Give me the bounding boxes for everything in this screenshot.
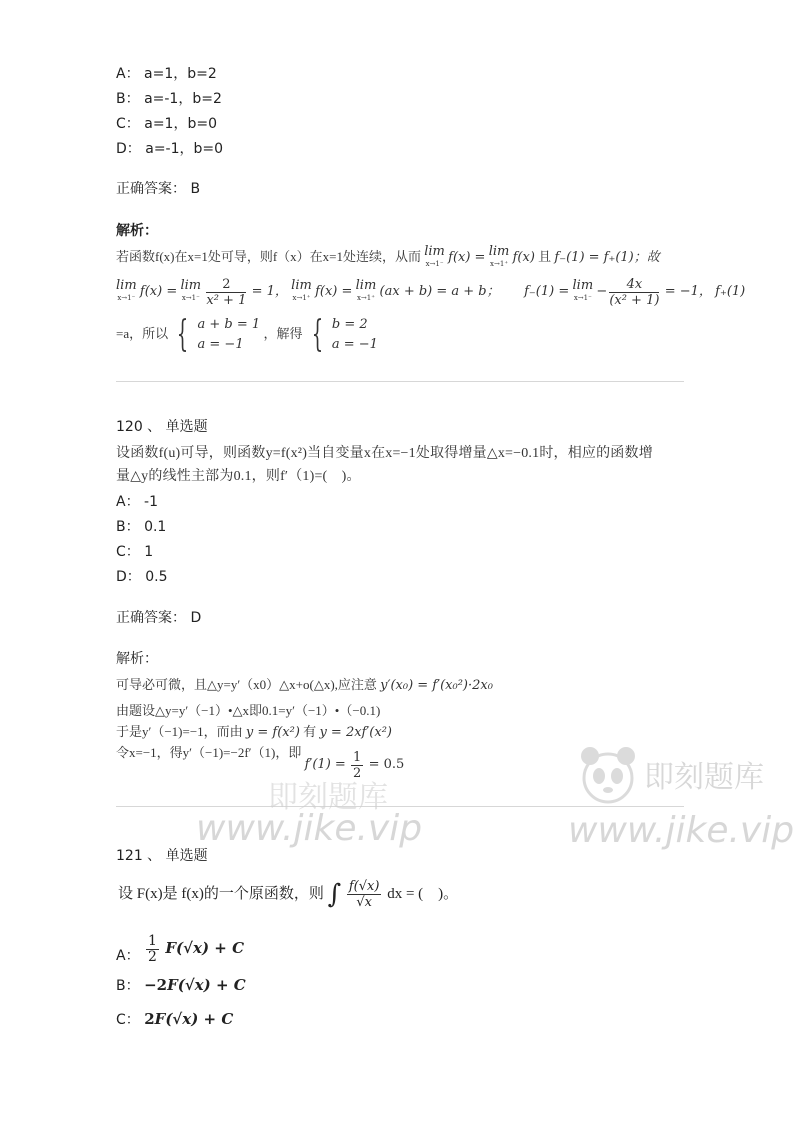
answer-label: 正确答案：: [116, 181, 186, 197]
option-label: C：: [116, 544, 140, 560]
limit: lim x→1⁺: [291, 278, 312, 303]
option-text: 1: [144, 544, 154, 560]
limit: lim x→1⁻: [180, 278, 202, 303]
math-expression: f₋(1) =: [524, 284, 570, 299]
math-expression: f₋(1) = f₊(1)；故: [554, 250, 660, 265]
analysis-text: 令x=−1，得y′（−1)=−2f′（1)，即: [116, 745, 302, 760]
math-expression: = 0.5: [368, 757, 405, 772]
limit: lim x→1⁺: [355, 278, 377, 303]
q120-analysis-line-1: [116, 674, 493, 693]
math-expression: y′(x₀) = f′(x₀²)·2x₀: [380, 678, 493, 693]
watermark-brand: 即刻题库: [644, 760, 764, 795]
q119-option-d[interactable]: [116, 138, 223, 158]
math-expression: f(x) =: [139, 284, 178, 299]
option-label: C：: [116, 1012, 140, 1028]
math-expression: = 1，: [251, 284, 288, 299]
left-brace-icon: {: [177, 314, 189, 356]
fraction: $\frac{1}{2}$: [353, 749, 362, 781]
q120-question-line-1: 设函数f(u)可导，则函数y=f(x²)当自变量x在x=−1处取得增量△x=−0.1时，相应的函数增: [116, 446, 653, 461]
option-text: F(√x) + C: [167, 976, 246, 994]
answer-label: 正确答案：: [116, 610, 186, 626]
analysis-text: 若函数f(x)在x=1处可导，则f（x）在x=1处连续，从而: [116, 249, 421, 264]
analysis-text: 有: [303, 724, 317, 739]
math-expression: y = 2xf′(x²): [319, 725, 392, 740]
math-expression: = −1，: [664, 284, 712, 299]
option-label: B：: [116, 91, 140, 107]
q119-analysis-heading: 解析：: [116, 223, 158, 239]
q119-analysis-line-1: [116, 244, 660, 270]
q120-analysis-line-3: [116, 721, 392, 740]
q119-correct-answer: [116, 178, 200, 198]
math-expression: y = f(x²): [245, 725, 300, 740]
q120-option-b[interactable]: [116, 516, 166, 536]
option-text: F(√x) + C: [165, 939, 245, 957]
math-expression: f′(1) =: [304, 757, 346, 772]
option-text: 0.5: [145, 569, 168, 585]
integral-sign: ∫: [327, 879, 342, 910]
question-text: 设 F(x)是 f(x)的一个原函数，则: [118, 886, 324, 902]
q121-option-b[interactable]: [116, 973, 246, 997]
option-label: C：: [116, 116, 140, 132]
q119-analysis-line-2: lim x→1⁻ f(x) = lim x→1⁻ $\frac{2}{\text{x² + 1}}$ = 1， lim x→1⁺ f(x) = lim x→1⁺ (ax + b) = a + b； f₋(1) = lim x→1⁻ − $\frac{4x}{\text{(x² + 1)}}$ = −1， f₊(1): [116, 276, 746, 308]
question-text: dx = ( )。: [387, 886, 459, 902]
fraction: $\frac{f(√x)}{√x}$: [348, 879, 380, 911]
left-brace-icon: {: [311, 314, 323, 356]
fraction: $\frac{2}{\text{x² + 1}}$: [206, 276, 247, 308]
answer-value: D: [190, 610, 202, 626]
option-prefix: −2: [144, 976, 168, 994]
q121-option-c[interactable]: [116, 1007, 233, 1031]
section-divider: [116, 381, 684, 382]
q121-question: [118, 870, 458, 918]
math-expression: (ax + b) = a + b；: [379, 284, 500, 299]
equation-system: a + b = 1 a = −1: [197, 317, 261, 353]
option-text: a=1，b=0: [144, 116, 217, 132]
analysis-text: =a，所以: [116, 326, 169, 341]
answer-value: B: [190, 181, 201, 197]
equation-system: b = 2 a = −1: [331, 317, 378, 353]
q119-analysis-line-3: [116, 312, 378, 356]
analysis-text: ，解得: [263, 326, 303, 341]
option-label: B：: [116, 519, 140, 535]
option-text: 0.1: [144, 519, 167, 535]
q121-option-a[interactable]: [116, 928, 244, 968]
option-text: a=-1，b=0: [145, 141, 224, 157]
q121-number: 121 、 单选题: [116, 848, 208, 864]
math-expression: f(x) =: [448, 250, 486, 265]
option-label: A：: [116, 66, 140, 82]
fraction: $\frac{1}{2}$: [148, 932, 157, 965]
q120-analysis-heading: 解析：: [116, 651, 158, 667]
q120-option-c[interactable]: [116, 541, 153, 561]
option-label: A：: [116, 494, 140, 510]
option-label: A：: [116, 948, 140, 964]
q120-option-d[interactable]: [116, 566, 168, 586]
limit: lim x→1⁻: [116, 278, 137, 303]
option-text: -1: [144, 494, 158, 510]
q120-question-line-2: 量△y的线性主部为0.1，则f′（1)=( )。: [116, 469, 361, 484]
fraction: $\frac{4x}{\text{(x² + 1)}}$: [609, 276, 660, 308]
option-text: a=-1，b=2: [144, 91, 222, 107]
q119-option-c[interactable]: [116, 113, 217, 133]
q120-option-a[interactable]: [116, 491, 158, 511]
q119-option-a[interactable]: [116, 63, 217, 83]
option-text: F(√x) + C: [154, 1010, 234, 1028]
analysis-text: 可导必可微，且△y=y′（x0）△x+o(△x),应注意: [116, 677, 377, 692]
watermark-brand: 即刻题库: [268, 780, 388, 815]
limit: lim x→1⁺: [488, 244, 510, 269]
q120-correct-answer: [116, 607, 201, 627]
analysis-text: 于是y′（−1)=−1，而由: [116, 724, 243, 739]
watermark-panda-icon: [578, 740, 638, 814]
math-expression: f(x) =: [315, 284, 353, 299]
math-expression: f(x): [512, 250, 535, 265]
limit: lim x→1⁻: [424, 244, 445, 269]
option-label: D：: [116, 569, 141, 585]
option-prefix: 2: [144, 1010, 155, 1028]
watermark-url: www.jike.vip: [568, 810, 795, 851]
q120-analysis-line-2: 由题设△y=y′（−1）•△x即0.1=y′（−1）•（−0.1): [116, 703, 381, 718]
option-label: B：: [116, 978, 140, 994]
q120-number: 120 、 单选题: [116, 419, 208, 435]
option-text: a=1，b=2: [144, 66, 217, 82]
analysis-text: 且: [538, 249, 552, 264]
watermark-url: www.jike.vip: [196, 808, 423, 849]
math-expression: f₊(1): [715, 284, 746, 299]
option-label: D：: [116, 141, 141, 157]
limit: lim x→1⁻: [572, 278, 594, 303]
q119-option-b[interactable]: [116, 88, 222, 108]
